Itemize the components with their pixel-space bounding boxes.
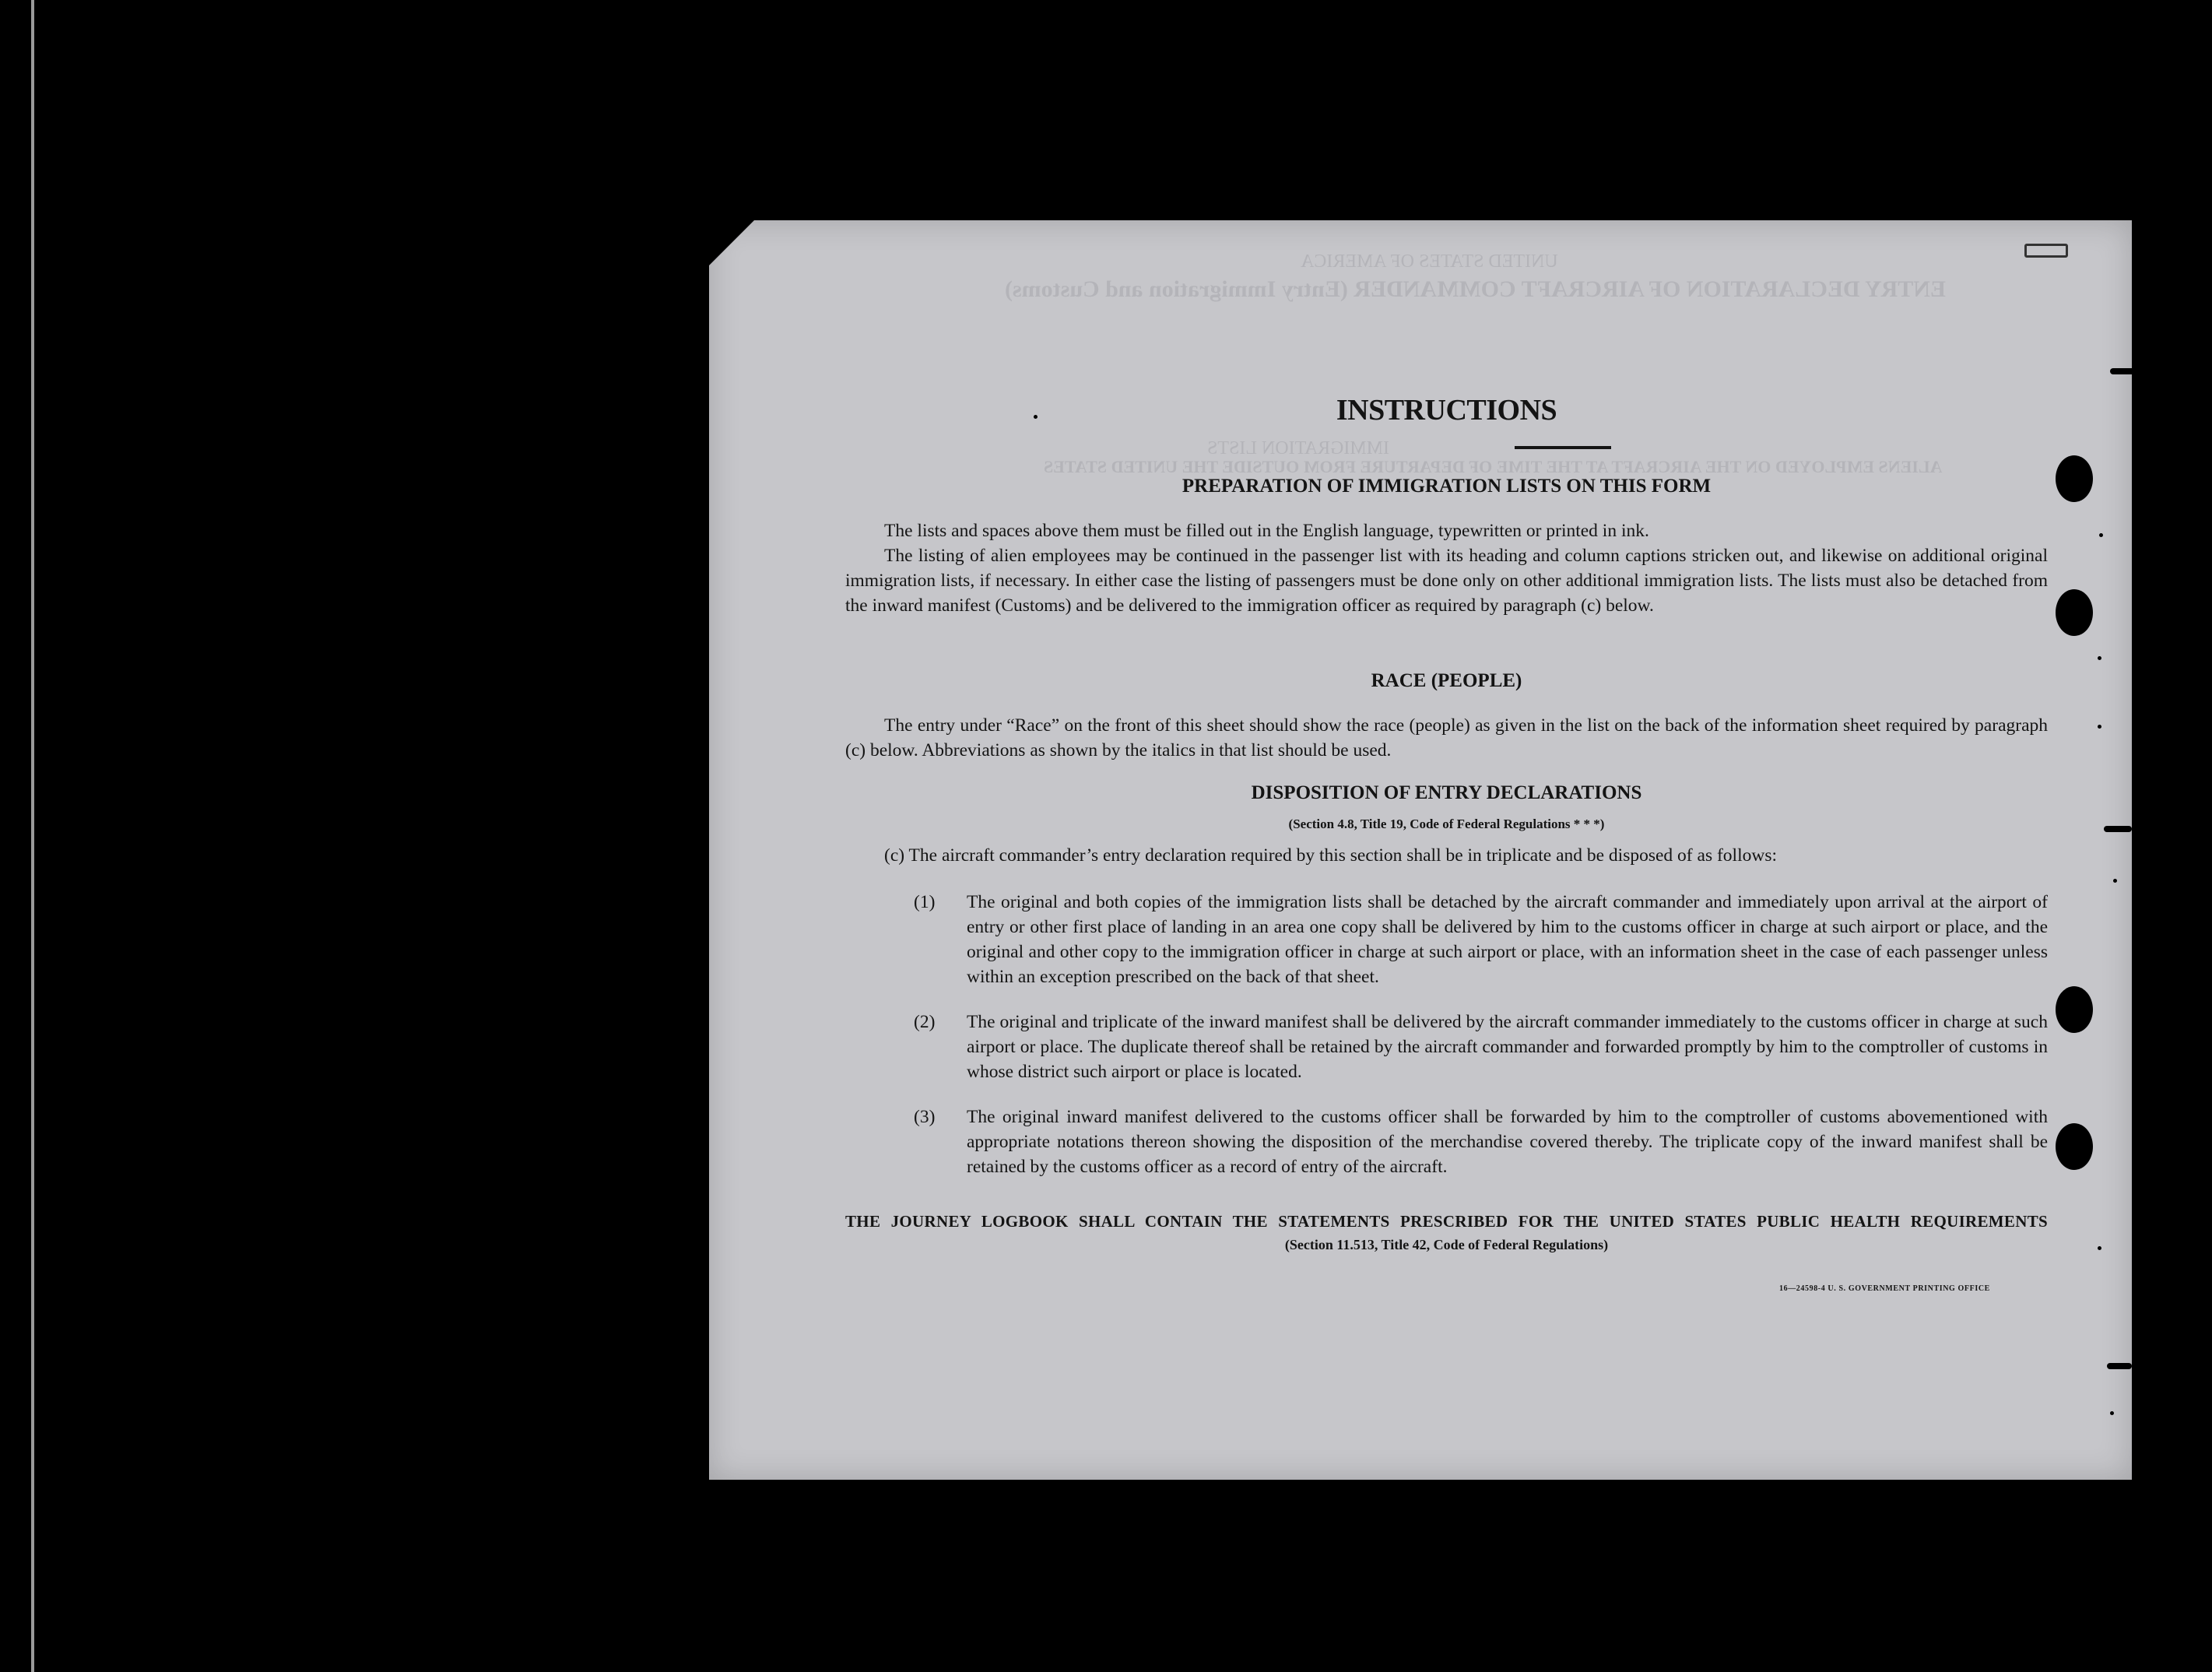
disposition-item-1	[914, 890, 2048, 989]
printer-imprint: 16—24598-4 U. S. GOVERNMENT PRINTING OFFICE	[1779, 1284, 1990, 1293]
bleed-through-line: IMMIGRATION LISTS	[1207, 438, 1389, 458]
punch-hole	[2056, 986, 2093, 1033]
item-number: (1)	[914, 892, 936, 912]
bleed-through-line: ENTRY DECLARATION OF AIRCRAFT COMMANDER (Entry Immigration and Customs)	[1005, 276, 1946, 302]
preparation-heading: PREPARATION OF IMMIGRATION LISTS ON THIS FORM	[1181, 476, 1712, 497]
preparation-paragraph-2: The listing of alien employees may be continued in the passenger list with its heading and column captions stricken out, and likewise on additional original immigration lists, if necessary. In either case the listing of passengers must be done only on other additional immigration lists. The lists must also be detached from the inward manifest (Customs) and be delivered to the immigration officer as required by paragraph (c) below.	[845, 546, 2048, 616]
item-number: (3)	[914, 1107, 936, 1127]
page-title: INSTRUCTIONS	[1336, 394, 1557, 427]
item-number: (2)	[914, 1012, 936, 1032]
preparation-paragraph-1: The lists and spaces above them must be filled out in the English language, typewritten or printed in ink.	[884, 521, 1649, 541]
race-heading: RACE (PEOPLE)	[1371, 670, 1522, 691]
item-text: The original inward manifest delivered to the customs officer shall be forwarded by him to the comptroller of customs abovementioned with appropriate notations thereon showing the disposition of the merchandise covered thereby. The triplicate copy of the inward manifest shall be retained by the customs officer as a record of entry of the aircraft.	[967, 1107, 2048, 1177]
title-underline	[1515, 446, 1611, 449]
race-paragraph: The entry under “Race” on the front of this sheet should show the race (people) as given in the list on the back of the information sheet required by paragraph (c) below. Abbreviations as shown by the italics in that list should be used.	[845, 715, 2048, 760]
health-requirements-citation: (Section 11.513, Title 42, Code of Federal Regulations)	[1284, 1237, 1609, 1252]
corner-stamp-mark	[2024, 244, 2068, 258]
bleed-through-line: ALIENS EMPLOYED ON THE AIRCRAFT AT THE TIME OF DEPARTURE FROM OUTSIDE THE UNITED STATES	[1044, 457, 1943, 476]
speck	[2113, 879, 2117, 883]
film-edge-line	[31, 0, 34, 1672]
bleed-through-line: UNITED STATES OF AMERICA	[1301, 251, 1558, 272]
speck	[2098, 656, 2101, 660]
punch-hole	[2056, 589, 2093, 636]
clip-mark	[2110, 368, 2137, 374]
clip-mark	[2107, 1363, 2132, 1369]
disposition-intro: (c) The aircraft commander’s entry declaration required by this section shall be in triplicate and be disposed of as follows:	[884, 845, 1777, 866]
speck	[2099, 533, 2103, 537]
document-page	[709, 220, 2132, 1480]
speck	[2098, 1246, 2101, 1250]
punch-hole	[2056, 455, 2093, 502]
health-requirements-statement: THE JOURNEY LOGBOOK SHALL CONTAIN THE STATEMENTS PRESCRIBED FOR THE UNITED STATES PUBLIC HEALTH REQUIREMENTS	[845, 1212, 2048, 1231]
item-text: The original and triplicate of the inward manifest shall be delivered by the aircraft commander immediately to the customs officer in charge at such airport or place. The duplicate thereof shall be retained by the aircraft commander and forwarded promptly by him to the comptroller of customs in whose district such airport or place is located.	[967, 1012, 2048, 1082]
item-text: The original and both copies of the immigration lists shall be detached by the aircraft commander and immediately upon arrival at the airport of entry or other first place of landing in an area one copy shall be delivered by him to the customs officer in charge at such airport or place, and the original and other copy to the immigration officer in charge at such airport or place, with an information sheet in the case of each passenger unless within an exception prescribed on the back of that sheet.	[967, 892, 2048, 987]
clip-mark	[2104, 826, 2132, 832]
disposition-item-3	[914, 1105, 2048, 1179]
speck	[1034, 415, 1038, 419]
speck	[2098, 725, 2101, 729]
disposition-heading: DISPOSITION OF ENTRY DECLARATIONS	[1251, 782, 1642, 803]
punch-hole	[2056, 1123, 2093, 1170]
disposition-item-2	[914, 1010, 2048, 1084]
torn-corner	[709, 220, 754, 265]
disposition-citation: (Section 4.8, Title 19, Code of Federal Regulations * * *)	[1288, 817, 1605, 831]
speck	[2110, 1411, 2114, 1415]
